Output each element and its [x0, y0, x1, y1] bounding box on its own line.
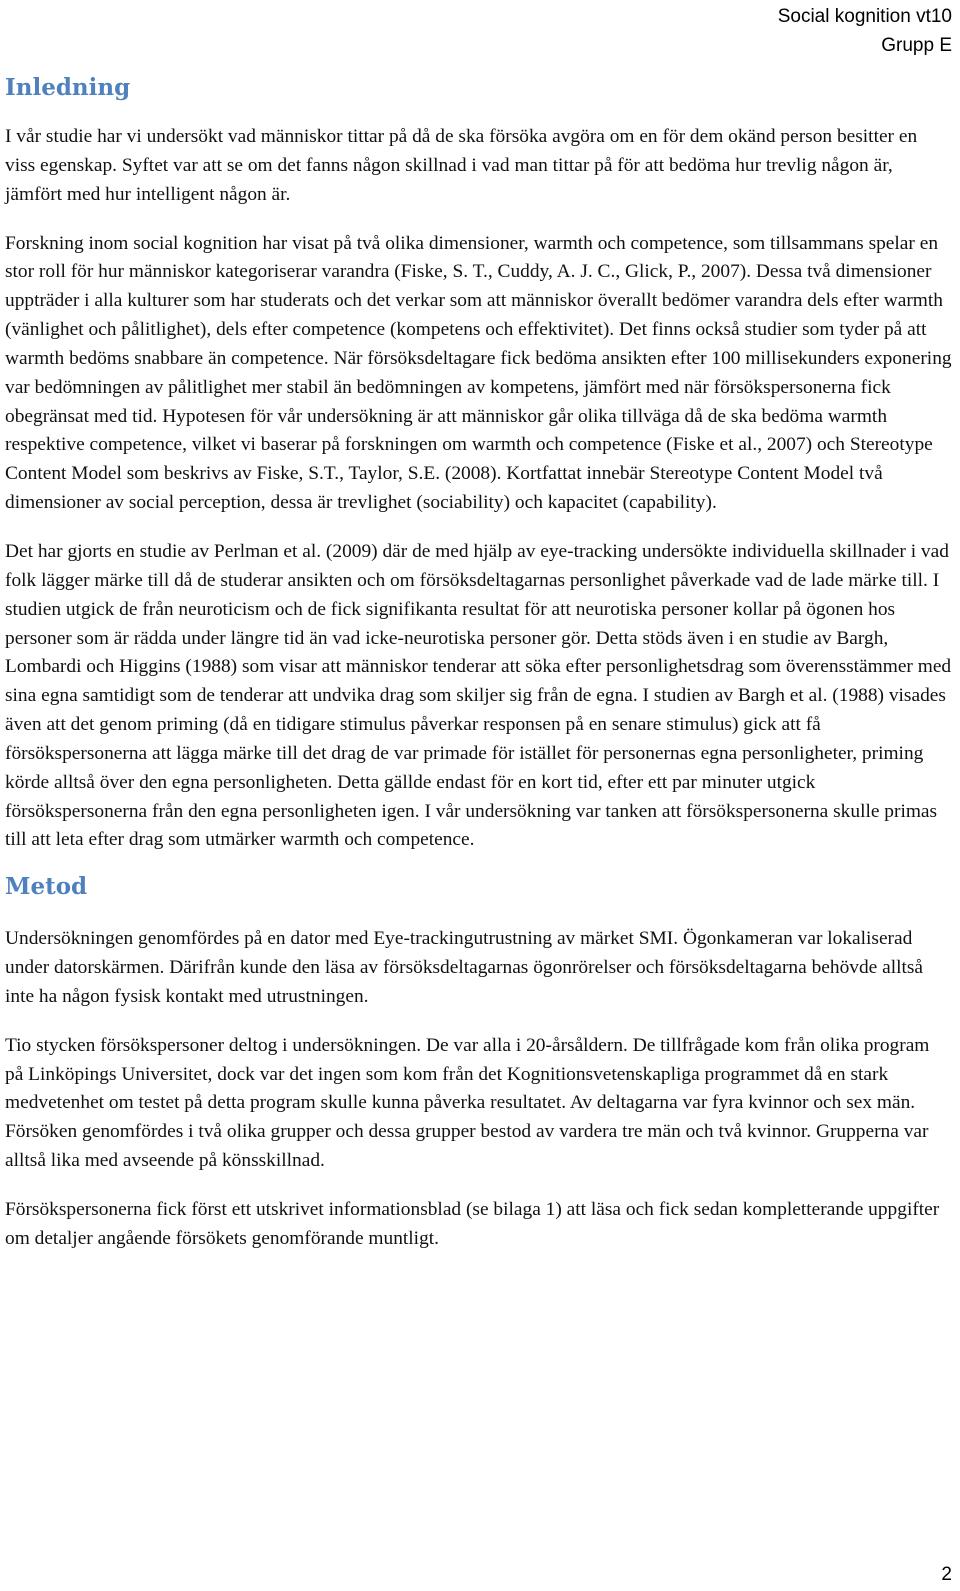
heading-metod: Metod: [5, 873, 88, 901]
header-course-title: Social kognition vt10: [777, 6, 952, 27]
page-number: 2: [941, 1564, 952, 1585]
paragraph-metod-2: Tio stycken försökspersoner deltog i undersökningen. De var alla i 20-årsåldern. De tillfrågade kom från olika program på Linköpings Universitet, dock var det ingen som kom från det Kognitionsvetenskapliga programmet då en stark medvetenhet om testet på detta program skulle kunna påverka resultatet. Av deltagarna var fyra kvinnor och sex män. Försöken genomfördes i två olika grupper och dessa grupper bestod av vardera tre män och två kvinnor. Grupperna var alltså lika med avseende på könsskillnad.: [5, 1034, 930, 1172]
heading-inledning: Inledning: [5, 74, 131, 101]
document-body: [5, 70, 952, 1254]
paragraph-inledning-1: I vår studie har vi undersökt vad människor tittar på då de ska försöka avgöra om en för dem okänd person besitter en viss egenskap. Syftet var att se om det fanns någon skillnad i vad man tittar på för att bedöma hur trevlig någon är, jämfört med hur intelligent någon är.: [5, 126, 918, 205]
paragraph-inledning-2: Forskning inom social kognition har visat på två olika dimensioner, warmth och competence, som tillsammans spelar en stor roll för hur människor kategoriserar varandra (Fiske, S. T., Cuddy, A. J. C., Glick, P., 2007). Dessa två dimensioner uppträder i alla kulturer som har studerats och det verkar som att människor överallt bedömer varandra dels efter warmth (vänlighet och pålitlighet), dels efter competence (kompetens och effektivitet). Det finns också studier som tyder på att warmth bedöms snabbare än competence. När försöksdeltagare fick bedöma ansikten efter 100 millisekunders exponering var bedömningen av pålitlighet mer stabil än bedömningen av kompetens, jämfört med när försökspersonerna fick obegränsat med tid. Hypotesen för vår undersökning är att människor går olika tillväga då de ska bedöma warmth respektive competence, vilket vi baserar på forskningen om warmth och competence (Fiske et al., 2007) och Stereotype Content Model som beskrivs av Fiske, S.T., Taylor, S.E. (2008). Kortfattat innebär Stereotype Content Model två dimensioner av social perception, dessa är trevlighet (sociability) och kapacitet (capability).: [5, 232, 952, 514]
paragraph-metod-3: Försökspersonerna fick först ett utskrivet informationsblad (se bilaga 1) att läsa och fick sedan kompletterande uppgifter om detaljer angående försökets genomförande muntligt.: [5, 1199, 940, 1249]
page-header: [778, 2, 952, 60]
header-group: Grupp E: [881, 35, 952, 56]
paragraph-inledning-3: Det har gjorts en studie av Perlman et al. (2009) där de med hjälp av eye-tracking undersökte individuella skillnader i vad folk lägger märke till då de studerar ansikten och om försöksdeltagarnas personlighet påverkade vad de lade märke till. I studien utgick de från neuroticism och de fick signifikanta resultat för att neurotiska personer kollar på ögonen hos personer som är rädda under längre tid än vad icke-neurotiska personer gör. Detta stöds även i en studie av Bargh, Lombardi och Higgins (1988) som visar att människor tenderar att söka efter personlighetsdrag som överensstämmer med sina egna samtidigt som de tenderar att undvika drag som skiljer sig från de egna. I studien av Bargh et al. (1988) visades även att det genom priming (då en tidigare stimulus påverkar responsen på en senare stimulus) gick att få försökspersonerna att lägga märke till det drag de var primade för istället för personernas egna personligheter, priming körde alltså över den egna personligheten. Detta gällde endast för en kort tid, efter ett par minuter utgick försökspersonerna från den egna personligheten igen. I vår undersökning var tanken att försökspersonerna skulle primas till att leta efter drag som utmärker warmth och competence.: [5, 540, 952, 851]
paragraph-metod-1: Undersökningen genomfördes på en dator med Eye-trackingutrustning av märket SMI. Ögonkameran var lokaliserad under datorskärmen. Därifrån kunde den läsa av försöksdeltagarnas ögonrörelser och försöksdeltagarna behövde alltså inte ha någon fysisk kontakt med utrustningen.: [5, 928, 924, 1007]
